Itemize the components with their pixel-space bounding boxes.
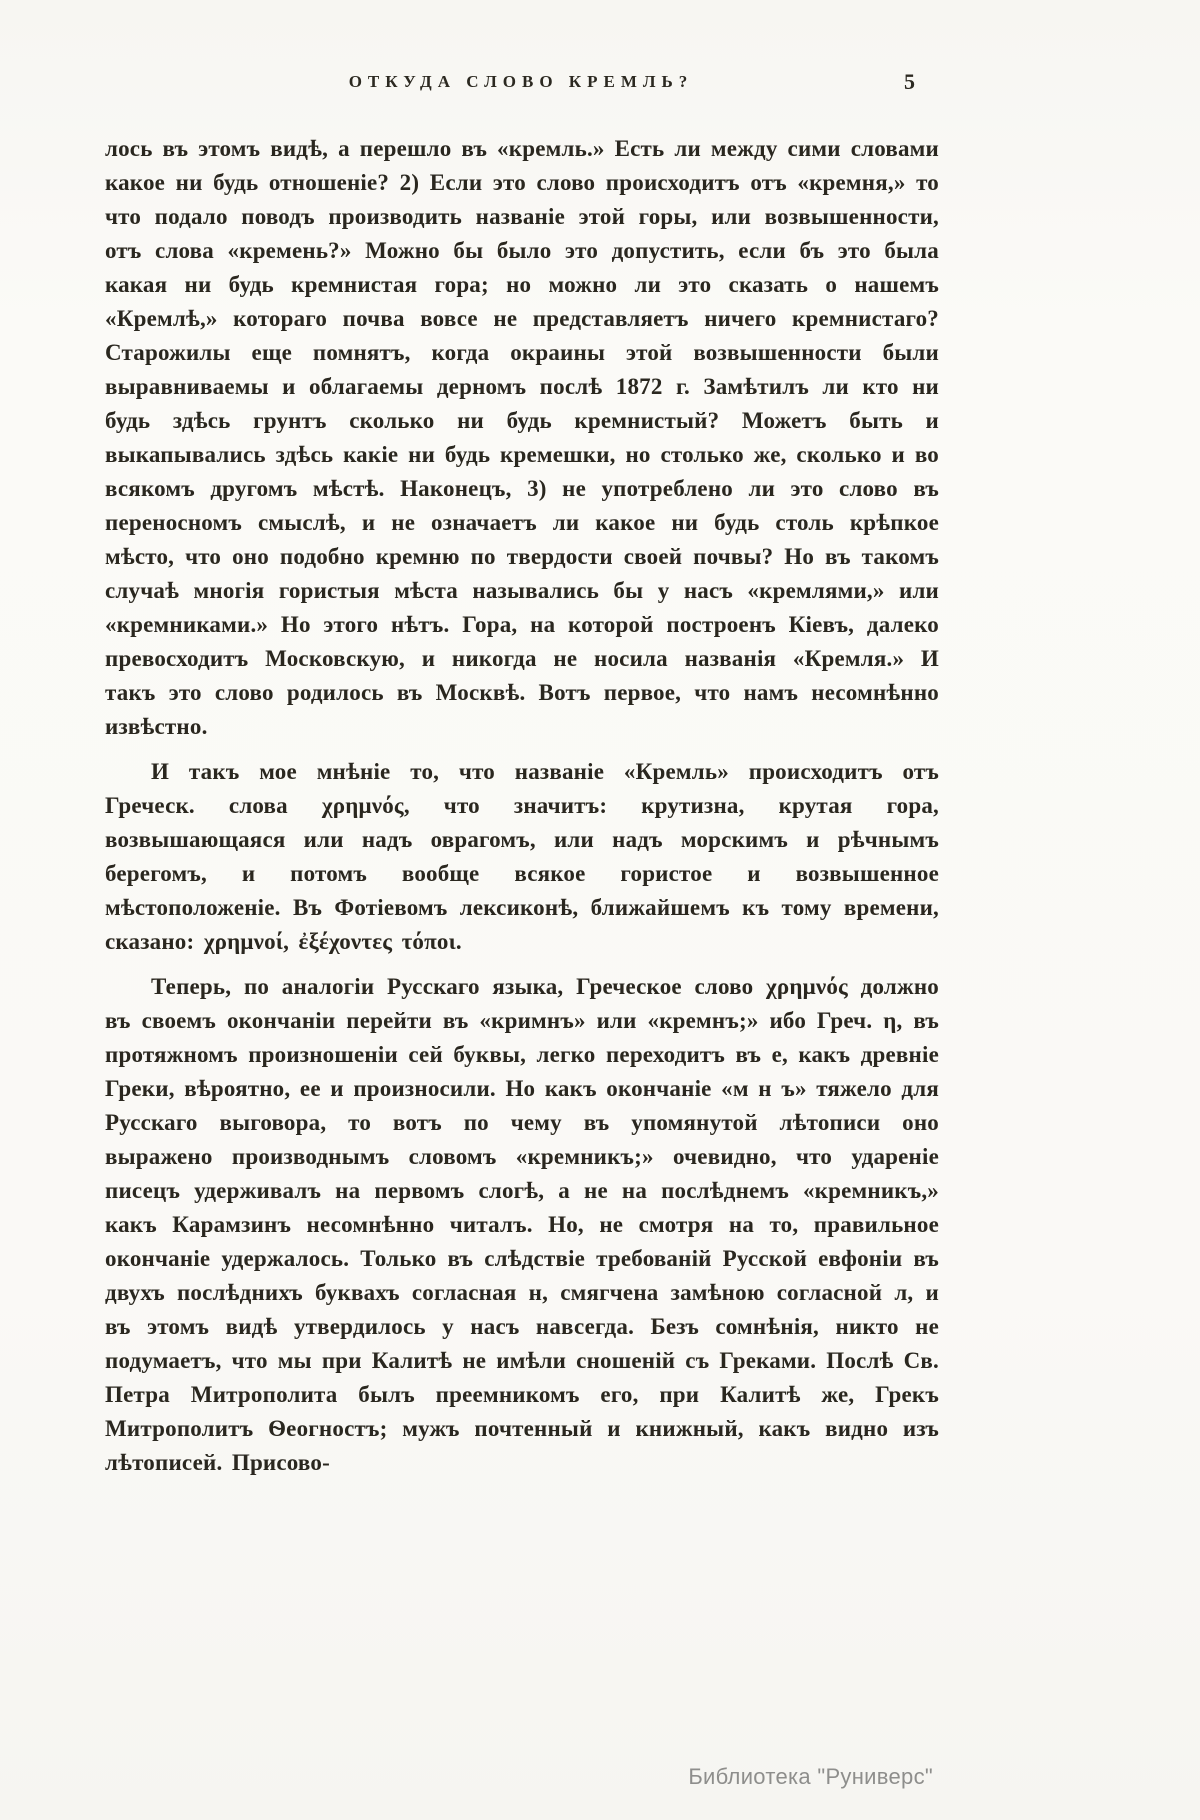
page-number: 5 (904, 69, 915, 94)
paragraph-analogy: Теперь, по аналогіи Русскаго языка, Греческое слово χρημνός должно въ своемъ окончаніи перейти въ «кримнъ» или «кремнъ;» ибо Греч. η, въ протяжномъ произношеніи сей буквы, легко переходитъ въ е, какъ древніе Греки, вѣроятно, ее и произносили. Но какъ окончаніе «м н ъ» тяжело для Русскаго выговора, то вотъ по чему въ упомянутой лѣтописи оно выражено производнымъ словомъ «кремникъ;» очевидно, что удареніе писецъ удерживалъ на первомъ слогѣ, а не на послѣднемъ «кремникъ,» какъ Карамзинъ несомнѣнно читалъ. Но, не смотря на то, правильное окончаніе удержалось. Только въ слѣдствіе требованій Русской евфоніи въ двухъ послѣднихъ буквахъ согласная н, смягчена замѣною согласной л, и въ этомъ видѣ утвердилось у насъ навсегда. Безъ сомнѣнія, никто не подумаетъ, что мы при Калитѣ не имѣли сношеній съ Греками. Послѣ Св. Петра Митрополита былъ преемникомъ его, при Калитѣ же, Грекъ Митрополитъ Ѳеогностъ; мужъ почтенный и книжный, какъ видно изъ лѣтописей. Присово- (105, 974, 939, 1475)
running-head (105, 69, 937, 102)
body-text (105, 132, 939, 1491)
paragraph-opinion: И такъ мое мнѣніе то, что названіе «Кремль» происходитъ отъ Греческ. слова χρημνός, что значитъ: крутизна, крутая гора, возвышающаяся или надъ оврагомъ, или надъ морскимъ и рѣчнымъ берегомъ, и потомъ вообще всякое гористое и возвышенное мѣстоположеніе. Въ Фотіевомъ лексиконѣ, ближайшемъ къ тому времени, сказано: χρημνοί, ἐξέχοντες τόποι. (105, 759, 939, 954)
paragraph-continuation: лось въ этомъ видѣ, а перешло въ «кремль.» Есть ли между сими словами какое ни будь отношеніе? 2) Если это слово происходитъ отъ «кремня,» то что подало поводъ производить названіе этой горы, или возвышенности, отъ слова «кремень?» Можно бы было это допустить, если бъ это была какая ни будь кремнистая гора; но можно ли это сказать о нашемъ «Кремлѣ,» котораго почва вовсе не представляетъ ничего кремнистаго? Старожилы еще помнятъ, когда окраины этой возвышенности были выравниваемы и облагаемы дерномъ послѣ 1872 г. Замѣтилъ ли кто ни будь здѣсь грунтъ сколько ни будь кремнистый? Можетъ быть и выкапывались здѣсь какіе ни будь кремешки, но столько же, сколько и во всякомъ другомъ мѣстѣ. Наконецъ, 3) не употреблено ли это слово въ переносномъ смыслѣ, и не означаетъ ли какое ни будь столь крѣпкое мѣсто, что оно подобно кремню по твердости своей почвы? Но въ такомъ случаѣ многія гористыя мѣста назывались бы у насъ «кремлями,» или «кремниками.» Но этого нѣтъ. Гора, на которой построенъ Кіевъ, далеко превосходитъ Московскую, и никогда не носила названія «Кремля.» И такъ это слово родилось въ Москвѣ. Вотъ первое, что намъ несомнѣнно извѣстно. (105, 136, 939, 739)
page-header-title: ОТКУДА СЛОВО КРЕМЛЬ? (348, 72, 694, 91)
library-watermark: Библиотека "Руниверс" (688, 1764, 933, 1789)
